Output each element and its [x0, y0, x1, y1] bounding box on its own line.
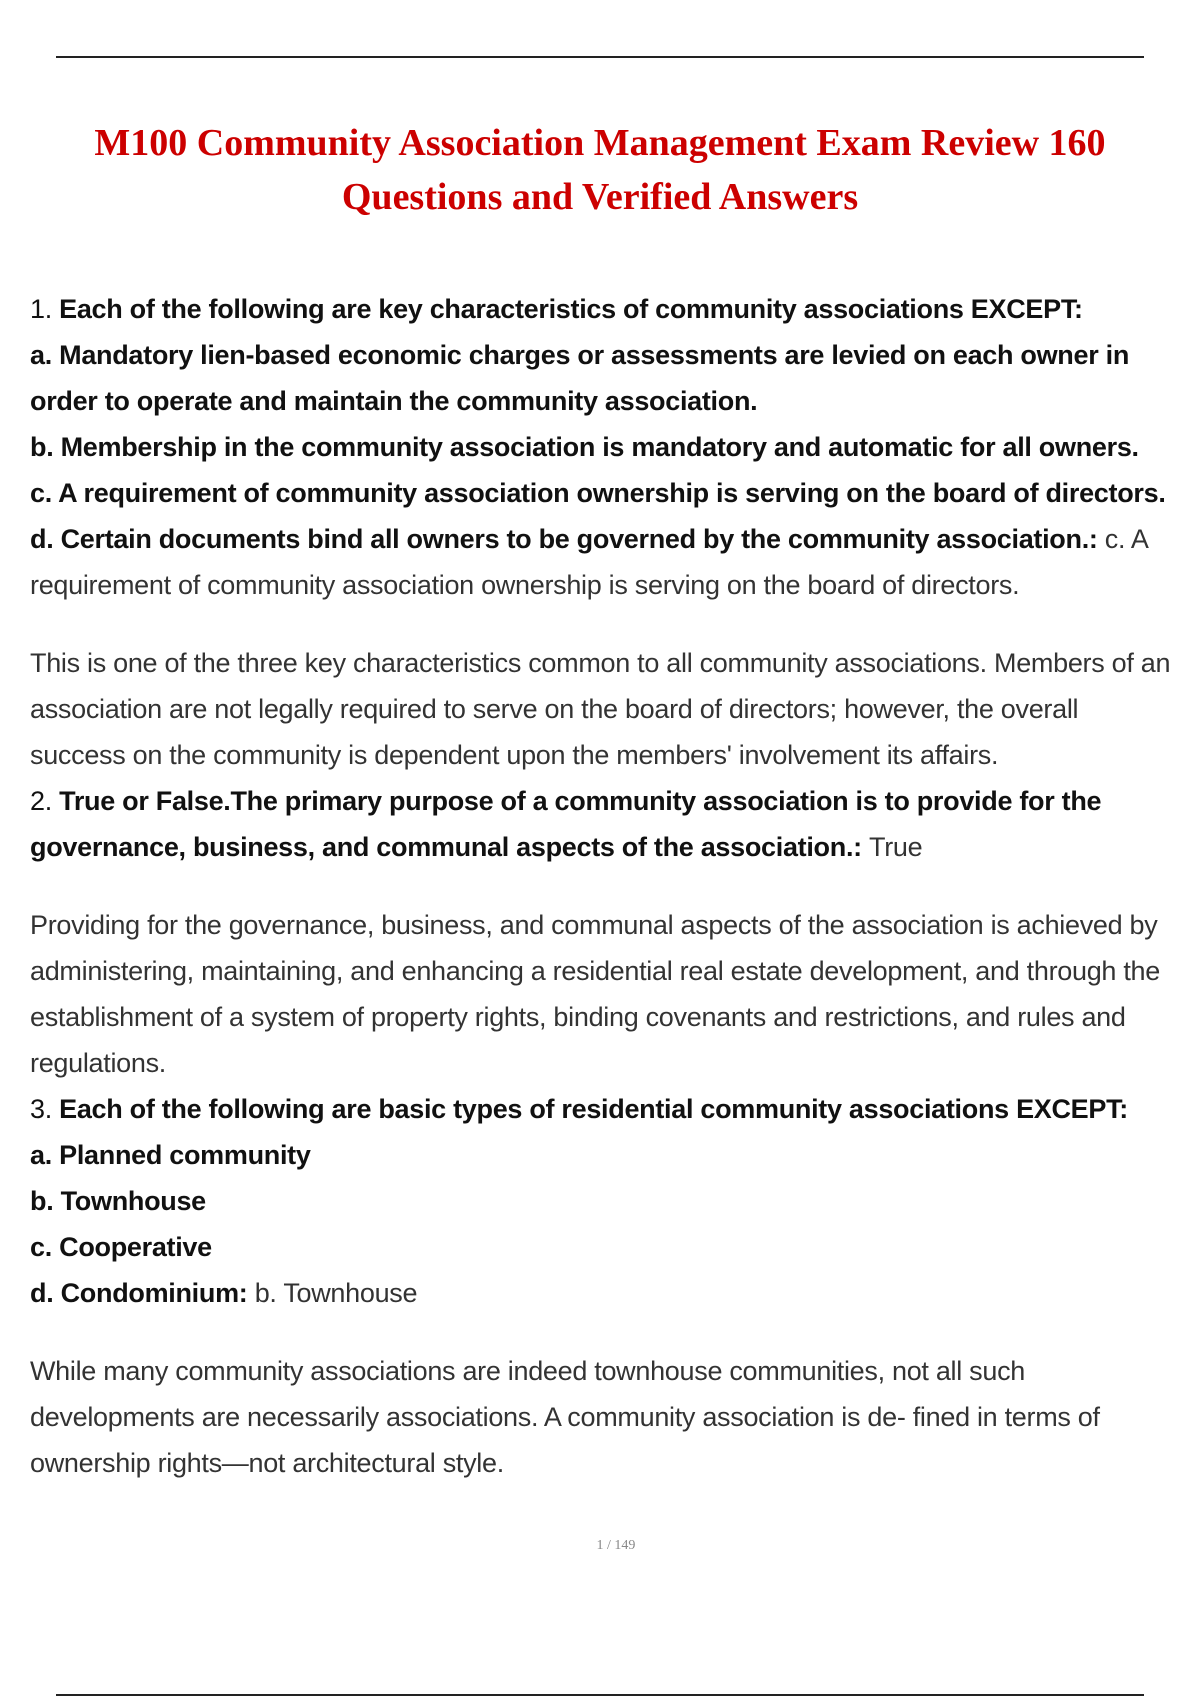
option-text: Planned community — [59, 1140, 311, 1170]
option-letter: a. — [30, 1140, 52, 1170]
document-title: M100 Community Association Management Exam Review 160 Questions and Verified Answers — [94, 122, 1106, 218]
answer: c. A requirement of community association ownership is serving on the board of directors. — [30, 524, 1148, 600]
question-number: 2. — [30, 786, 52, 816]
page-number: 1 / 149 — [596, 1538, 636, 1553]
option-letter: a. — [30, 340, 52, 370]
option-letter: b. — [30, 1186, 54, 1216]
option-text: A requirement of community association ownership is serving on the board of directors. — [58, 478, 1166, 508]
option-letter: b. — [30, 432, 54, 462]
option-text: Membership in the community association is mandatory and automatic for all owners. — [60, 432, 1139, 462]
option-letter: c. — [30, 1232, 52, 1262]
option-text: Townhouse — [60, 1186, 206, 1216]
question-3 — [30, 1086, 1180, 1132]
option-a — [30, 1132, 1180, 1178]
question-text: True or False.The primary purpose of a community association is to provide for the governance, business, and communal aspects of the association.: — [30, 786, 1102, 862]
option-text: Cooperative — [59, 1232, 212, 1262]
question-1 — [30, 286, 1180, 332]
option-letter: d. — [30, 524, 54, 554]
option-text: Mandatory lien-based economic charges or assessments are levied on each owner in order to operate and maintain the community association. — [30, 340, 1130, 416]
option-letter: c. — [30, 478, 52, 508]
option-b — [30, 424, 1180, 470]
explanation-1: This is one of the three key characteristics common to all community associations. Members of an association are not legally required to serve on the board of directors; however, the overall success on the community is dependent upon the members' involvement its affairs. — [30, 648, 1171, 770]
explanation-2: Providing for the governance, business, and communal aspects of the association is achieved by administering, maintaining, and enhancing a residential real estate development, and through the establishment of a system of property rights, binding covenants and restrictions, and rules and regulations. — [30, 910, 1160, 1078]
option-c — [30, 1224, 1180, 1270]
option-d — [30, 516, 1180, 608]
question-text: Each of the following are basic types of residential community associations EXCEPT: — [59, 1094, 1128, 1124]
option-text: Condominium: — [60, 1278, 248, 1308]
explanation-3: While many community associations are indeed townhouse communities, not all such developments are necessarily associations. A community association is de- fined in terms of ownership rights—not architectural style. — [30, 1356, 1100, 1478]
question-text: Each of the following are key characteristics of community associations EXCEPT: — [59, 294, 1083, 324]
questions-content — [30, 286, 1180, 1486]
option-c — [30, 470, 1180, 516]
question-2 — [30, 778, 1180, 870]
question-number: 1. — [30, 294, 52, 324]
question-number: 3. — [30, 1094, 52, 1124]
option-d — [30, 1270, 1180, 1316]
option-a — [30, 332, 1180, 424]
option-letter: d. — [30, 1278, 54, 1308]
answer: b. Townhouse — [254, 1278, 418, 1308]
answer: True — [869, 832, 923, 862]
bottom-divider — [56, 1694, 1144, 1696]
top-divider — [56, 56, 1144, 58]
option-b — [30, 1178, 1180, 1224]
option-text: Certain documents bind all owners to be governed by the community association.: — [60, 524, 1098, 554]
